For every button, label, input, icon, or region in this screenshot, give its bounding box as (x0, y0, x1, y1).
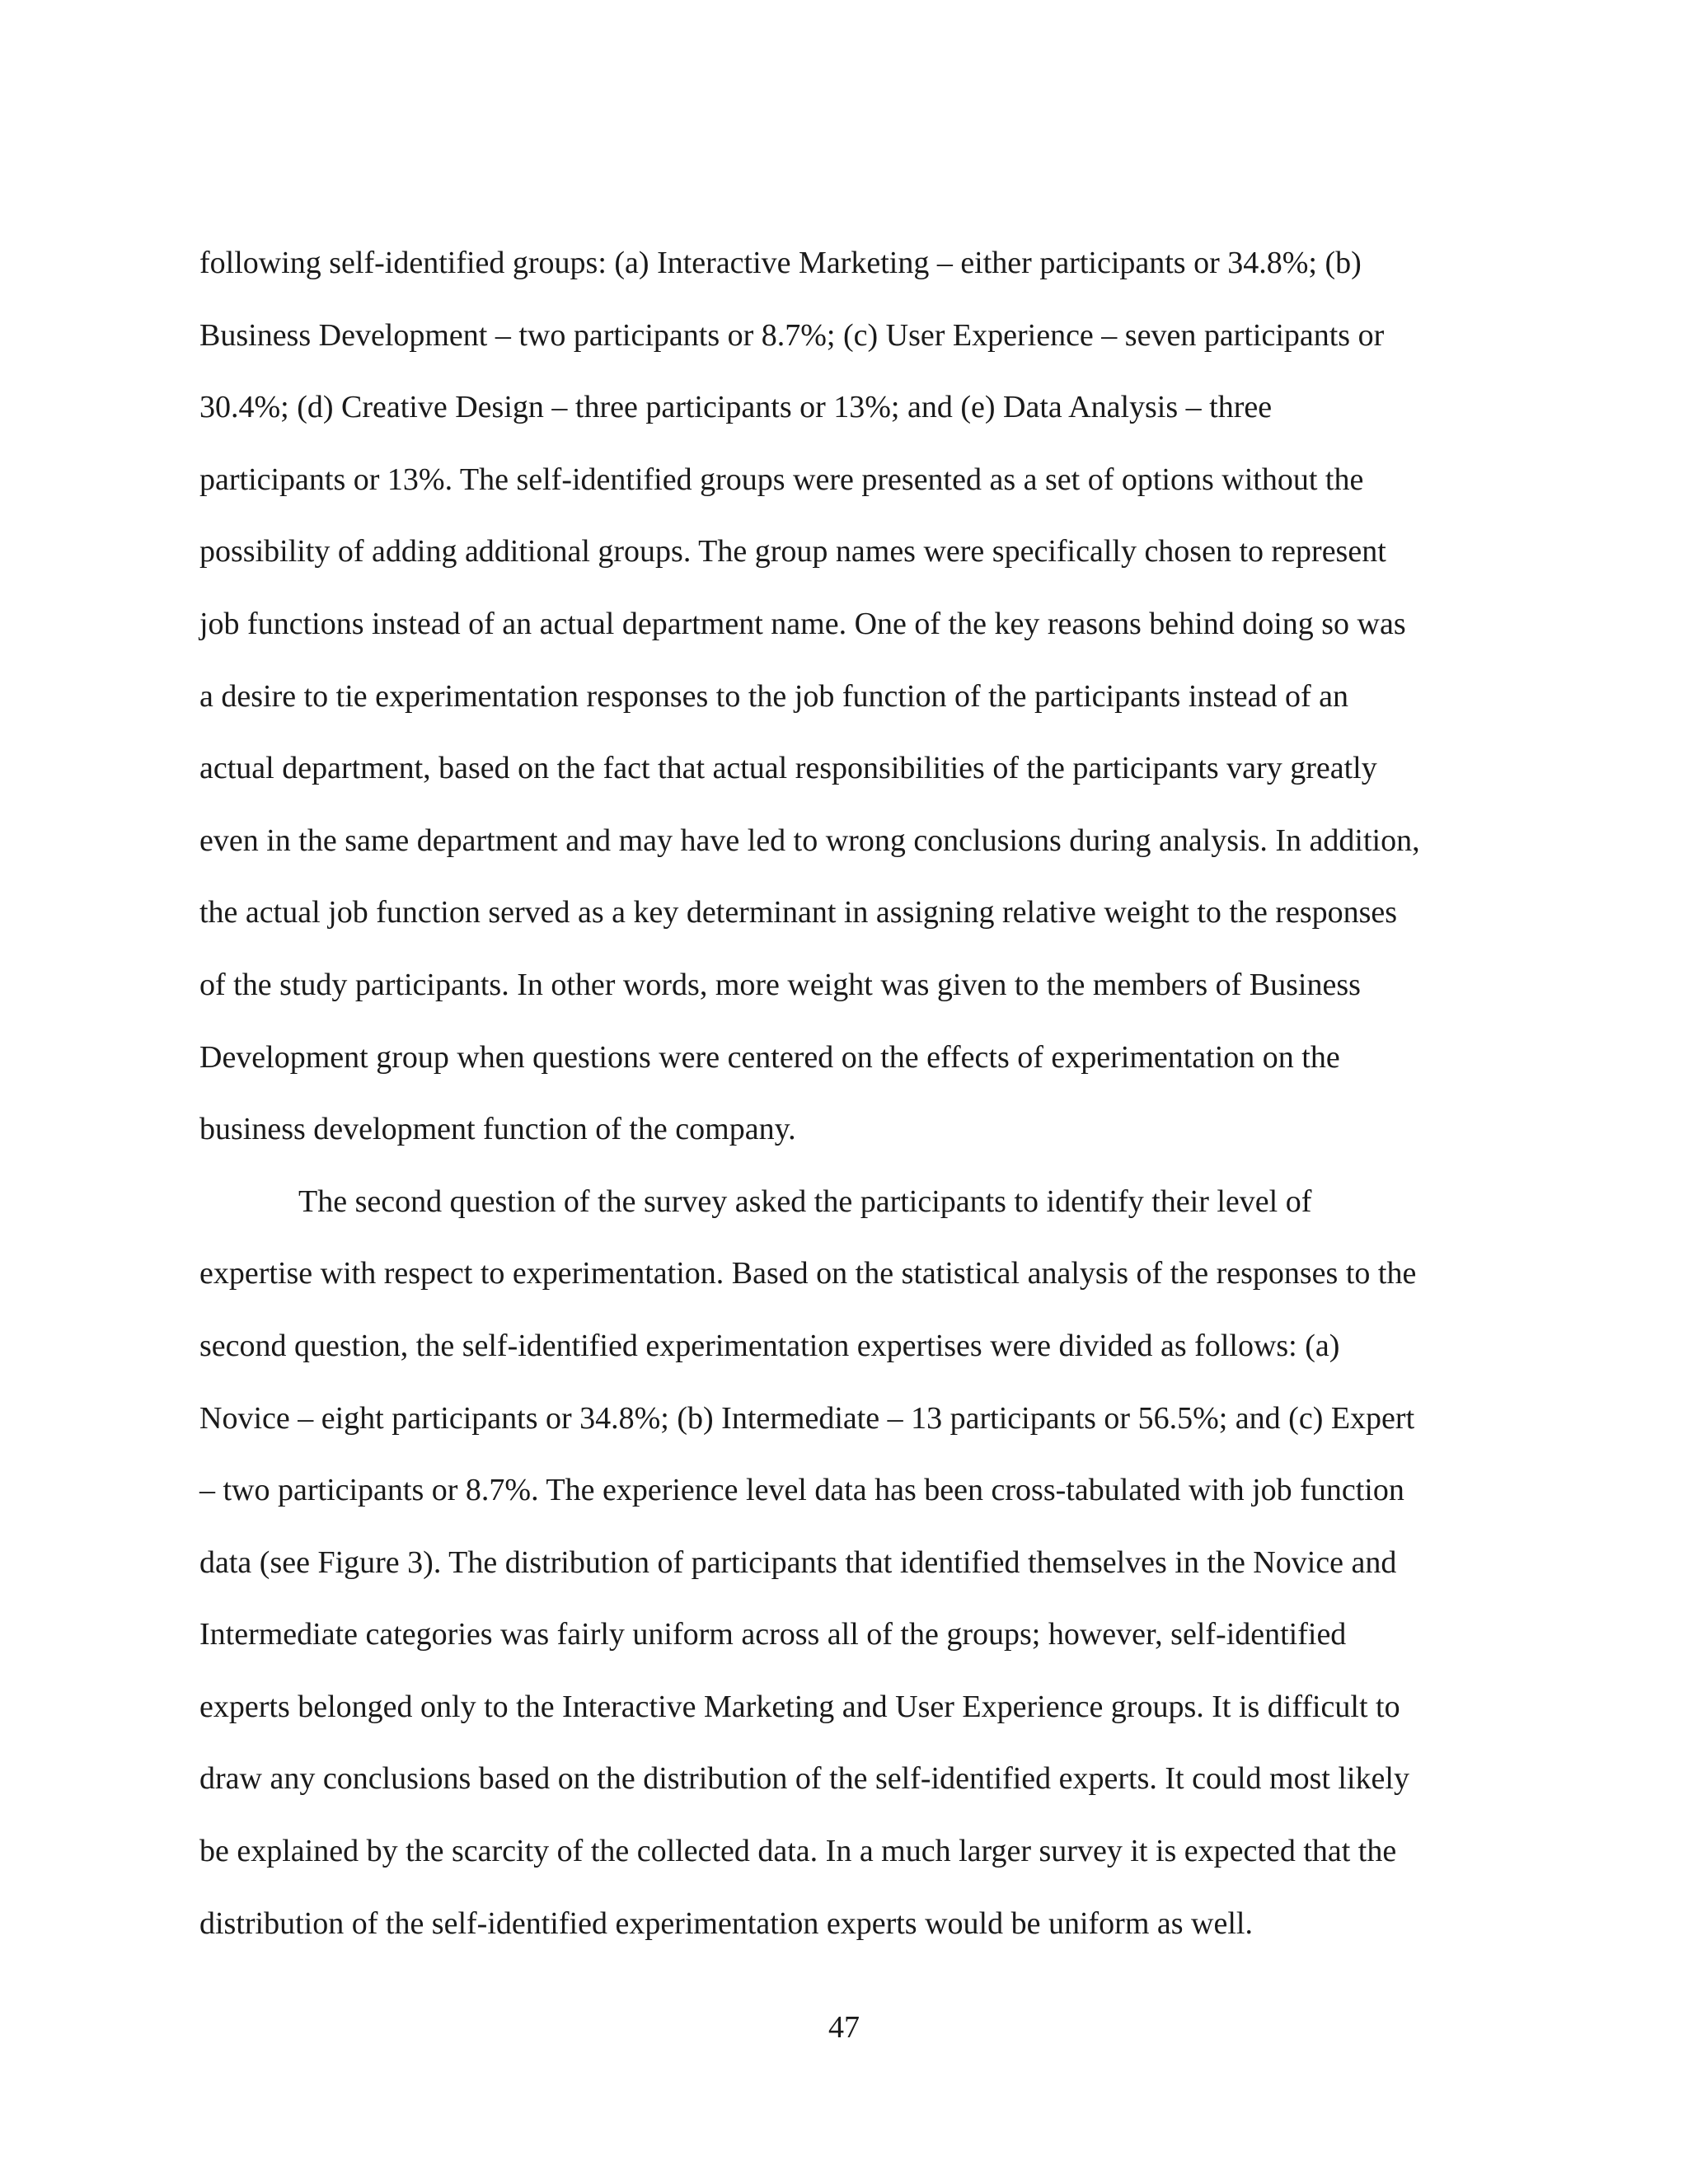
text-line: – two participants or 8.7%. The experience level data has been cross-tabulated with job function (199, 1473, 1404, 1508)
text-line: job functions instead of an actual department name. One of the key reasons behind doing so was (199, 606, 1406, 641)
text-line: following self-identified groups: (a) Interactive Marketing – either participants or 34.8%; (b) (199, 246, 1362, 280)
text-line: participants or 13%. The self-identified groups were presented as a set of options without the (199, 462, 1364, 497)
body-text (199, 227, 1502, 1960)
text-line: expertise with respect to experimentation. Based on the statistical analysis of the responses to the (199, 1256, 1417, 1291)
text-line: be explained by the scarcity of the collected data. In a much larger survey it is expected that the (199, 1834, 1397, 1869)
text-line-indented: The second question of the survey asked the participants to identify their level of (298, 1183, 1312, 1219)
text-line: a desire to tie experimentation responses to the job function of the participants instead of an (199, 678, 1348, 714)
text-line: second question, the self-identified experimentation expertises were divided as follows: (a) (199, 1328, 1340, 1363)
paragraph-1 (199, 227, 1502, 1166)
text-line: experts belonged only to the Interactive Marketing and User Experience groups. It is difficult to (199, 1689, 1400, 1724)
text-line: the actual job function served as a key determinant in assigning relative weight to the responses (199, 895, 1398, 930)
text-line: Development group when questions were centered on the effects of experimentation on the (199, 1039, 1340, 1075)
text-line: Novice – eight participants or 34.8%; (b) Intermediate – 13 participants or 56.5%; and (c) Expert (199, 1400, 1415, 1436)
text-line: Intermediate categories was fairly uniform across all of the groups; however, self-identified (199, 1617, 1347, 1652)
page-number: 47 (828, 2010, 860, 2045)
text-line: of the study participants. In other words, more weight was given to the members of Business (199, 967, 1361, 1002)
text-line: data (see Figure 3). The distribution of participants that identified themselves in the Novice and (199, 1544, 1397, 1580)
text-line: Business Development – two participants or 8.7%; (c) User Experience – seven participants or (199, 317, 1385, 353)
paragraph-2 (199, 1166, 1502, 1961)
text-line: even in the same department and may have led to wrong conclusions during analysis. In addition, (199, 823, 1420, 858)
text-line: business development function of the company. (199, 1112, 796, 1147)
text-line: distribution of the self-identified experimentation experts would be uniform as well. (199, 1905, 1253, 1941)
text-line: 30.4%; (d) Creative Design – three participants or 13%; and (e) Data Analysis – three (199, 390, 1273, 425)
text-line: draw any conclusions based on the distribution of the self-identified experts. It could most likely (199, 1761, 1409, 1797)
text-line: possibility of adding additional groups. The group names were specifically chosen to represent (199, 534, 1386, 569)
text-line: actual department, based on the fact that actual responsibilities of the participants vary greatly (199, 751, 1377, 786)
